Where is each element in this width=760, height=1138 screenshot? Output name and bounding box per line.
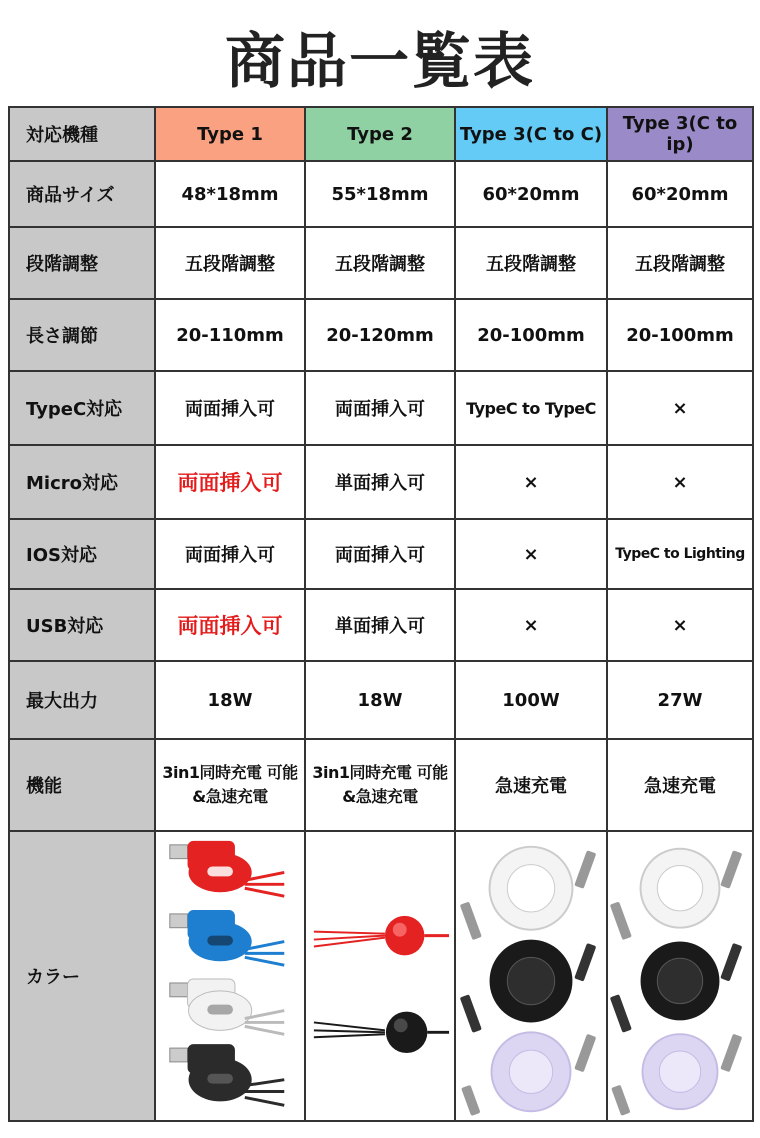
type2-cable-black bbox=[314, 1012, 449, 1053]
row-label: カラー bbox=[9, 831, 155, 1121]
cell: 55*18mm bbox=[305, 161, 455, 227]
cell: 20-120mm bbox=[305, 299, 455, 371]
row-function bbox=[9, 739, 753, 831]
cell-highlight: 両面挿入可 bbox=[155, 589, 305, 661]
cell: TypeC to Lighting bbox=[607, 519, 753, 589]
page-title: 商品一覧表 bbox=[225, 27, 535, 97]
cell: × bbox=[455, 519, 607, 589]
cell: TypeC to TypeC bbox=[455, 371, 607, 445]
type2-image bbox=[305, 831, 455, 1121]
type1-cable-black bbox=[170, 1044, 284, 1105]
type2-cable-icons bbox=[306, 833, 454, 1119]
row-label: USB対応 bbox=[9, 589, 155, 661]
type1-image bbox=[155, 831, 305, 1121]
cell: 急速充電 bbox=[607, 739, 753, 831]
type2-cable-red bbox=[314, 916, 449, 955]
col-type3-ctoip: Type 3(C to ip) bbox=[607, 107, 753, 161]
cell: 急速充電 bbox=[455, 739, 607, 831]
cell: 20-100mm bbox=[607, 299, 753, 371]
cell: × bbox=[607, 371, 753, 445]
cell: 100W bbox=[455, 661, 607, 739]
cell: 五段階調整 bbox=[155, 227, 305, 299]
cell: 五段階調整 bbox=[607, 227, 753, 299]
row-length bbox=[9, 299, 753, 371]
row-size bbox=[9, 161, 753, 227]
type3-reel-white bbox=[460, 847, 597, 940]
cell: 3in1同時充電 可能&急速充電 bbox=[305, 739, 455, 831]
row-label: TypeC対応 bbox=[9, 371, 155, 445]
cell: 60*20mm bbox=[455, 161, 607, 227]
row-label: IOS対応 bbox=[9, 519, 155, 589]
product-comparison-table bbox=[8, 106, 754, 1122]
cell: 両面挿入可 bbox=[305, 519, 455, 589]
cell: 両面挿入可 bbox=[305, 371, 455, 445]
col-type1: Type 1 bbox=[155, 107, 305, 161]
cell: 五段階調整 bbox=[305, 227, 455, 299]
header-label: 対応機種 bbox=[9, 107, 155, 161]
cell: 単面挿入可 bbox=[305, 445, 455, 519]
type3-ctoc-image bbox=[455, 831, 607, 1121]
row-label: 最大出力 bbox=[9, 661, 155, 739]
row-label: Micro対応 bbox=[9, 445, 155, 519]
type3-ctoip-image bbox=[607, 831, 753, 1121]
cell: 18W bbox=[155, 661, 305, 739]
header-row bbox=[9, 107, 753, 161]
cell: 五段階調整 bbox=[455, 227, 607, 299]
type1-cable-blue bbox=[170, 910, 284, 965]
type3-ctoc-reel-icons bbox=[456, 833, 606, 1119]
row-usb bbox=[9, 589, 753, 661]
cell: 60*20mm bbox=[607, 161, 753, 227]
row-ios bbox=[9, 519, 753, 589]
cell: 20-100mm bbox=[455, 299, 607, 371]
row-label: 機能 bbox=[9, 739, 155, 831]
type1-cable-icons bbox=[156, 833, 304, 1119]
cell: 27W bbox=[607, 661, 753, 739]
cell: 単面挿入可 bbox=[305, 589, 455, 661]
cell: × bbox=[607, 589, 753, 661]
row-label: 商品サイズ bbox=[9, 161, 155, 227]
cell-highlight: 両面挿入可 bbox=[155, 445, 305, 519]
row-label: 段階調整 bbox=[9, 227, 155, 299]
type3-ip-reel-white bbox=[610, 849, 743, 940]
cell: 両面挿入可 bbox=[155, 371, 305, 445]
col-type2: Type 2 bbox=[305, 107, 455, 161]
row-output bbox=[9, 661, 753, 739]
cell: × bbox=[455, 445, 607, 519]
cell: 3in1同時充電 可能&急速充電 bbox=[155, 739, 305, 831]
row-micro bbox=[9, 445, 753, 519]
row-typec bbox=[9, 371, 753, 445]
type3-reel-purple bbox=[461, 1032, 596, 1116]
type1-cable-white bbox=[170, 979, 284, 1034]
cell: × bbox=[455, 589, 607, 661]
row-steps bbox=[9, 227, 753, 299]
row-colors bbox=[9, 831, 753, 1121]
cell: 20-110mm bbox=[155, 299, 305, 371]
type3-ip-reel-purple bbox=[611, 1034, 742, 1116]
cell: 48*18mm bbox=[155, 161, 305, 227]
row-label: 長さ調節 bbox=[9, 299, 155, 371]
type1-cable-red bbox=[170, 841, 284, 896]
cell: 両面挿入可 bbox=[155, 519, 305, 589]
cell: × bbox=[607, 445, 753, 519]
type3-ctoip-reel-icons bbox=[608, 833, 752, 1119]
type3-reel-black bbox=[460, 939, 597, 1032]
cell: 18W bbox=[305, 661, 455, 739]
type3-ip-reel-black bbox=[610, 941, 743, 1032]
col-type3-ctoc: Type 3(C to C) bbox=[455, 107, 607, 161]
